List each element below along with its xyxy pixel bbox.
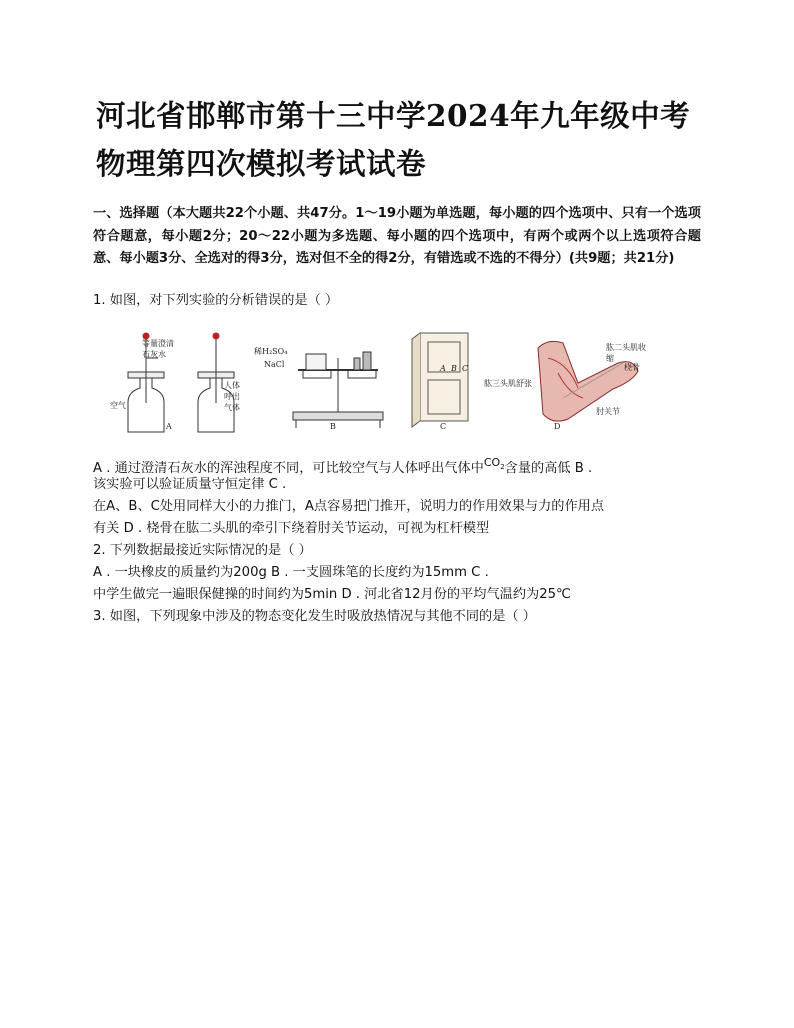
title-line-2: 物理第四次模拟考试试卷 <box>96 146 427 181</box>
figure-label-air: 空气 <box>110 401 126 410</box>
panel-letter-a: A <box>166 422 172 431</box>
co2-formula: CO <box>483 456 501 469</box>
question-1-options-line-4: 有关 D . 桡骨在肱二头肌的牵引下绕着肘关节运动，可视为杠杆模型 <box>93 521 490 536</box>
question-2-stem: 2. 下列数据最接近实际情况的是（ ） <box>93 543 312 558</box>
figure-label-triceps: 肱三头肌舒张 <box>484 379 532 388</box>
option-text: A . 通过澄清石灰水的浑浊程度不同，可比较空气与人体呼出气体中 <box>93 461 484 476</box>
figure-label-exhaled: 人体呼出气体 <box>224 381 240 412</box>
question-3-stem: 3. 如图，下列现象中涉及的物态变化发生时吸放热情况与其他不同的是（ ） <box>93 609 536 624</box>
figure-label-radius: 桡骨 <box>624 363 640 372</box>
experiment-diagrams <box>118 328 648 438</box>
question-1-options-line-2: 该实验可以验证质量守恒定律 C . <box>93 477 287 492</box>
figure-label-nacl: NaCl <box>264 360 285 369</box>
section-header: 一、选择题（本大题共22个小题、共47分。1～19小题为单选题，每小题的四个选项中、只有一个选项符合题意，每小题2分；20～22小题为多选题、每小题的四个选项中，有两个或两个以上选项符合题意、每小题3分、全选对的得3分，选对但不全的得2分，有错选或不选的不得分）(共9题；共21分) <box>93 206 701 266</box>
panel-letter-d: D <box>554 422 561 431</box>
figure-label-biceps: 肱二头肌收缩 <box>606 343 646 363</box>
door-letter-a: A <box>440 364 446 373</box>
question-2-options-line-1: A . 一块橡皮的质量约为200g B . 一支圆珠笔的长度约为15mm C . <box>93 565 489 580</box>
figure-label-elbow: 肘关节 <box>596 407 620 416</box>
door-letter-b: B <box>451 364 457 373</box>
question-1-figure <box>110 328 648 438</box>
option-text: 含量的高低 B . <box>504 461 593 476</box>
figure-label-h2so4: 稀H₂SO₄ <box>254 347 288 356</box>
panel-letter-b: B <box>330 422 336 431</box>
co2-subscript: 2 <box>500 463 505 472</box>
question-2-options-line-2: 中学生做完一遍眼保健操的时间约为5min D . 河北省12月份的平均气温约为25℃ <box>93 587 571 602</box>
question-1-stem: 1. 如图，对下列实验的分析错误的是（ ） <box>93 293 339 308</box>
title-line-1: 河北省邯郸市第十三中学2024年九年级中考 <box>96 98 691 133</box>
panel-b-balance <box>293 352 383 428</box>
figure-label-limewater: 等量澄清石灰水 <box>142 339 174 359</box>
panel-c-door <box>412 333 468 427</box>
panel-letter-c: C <box>440 422 447 431</box>
exam-title <box>96 92 716 188</box>
question-1-options-line-3: 在A、B、C处用同样大小的力推门，A点容易把门推开，说明力的作用效果与力的作用点 <box>93 499 605 514</box>
door-letter-c: C <box>462 364 469 373</box>
